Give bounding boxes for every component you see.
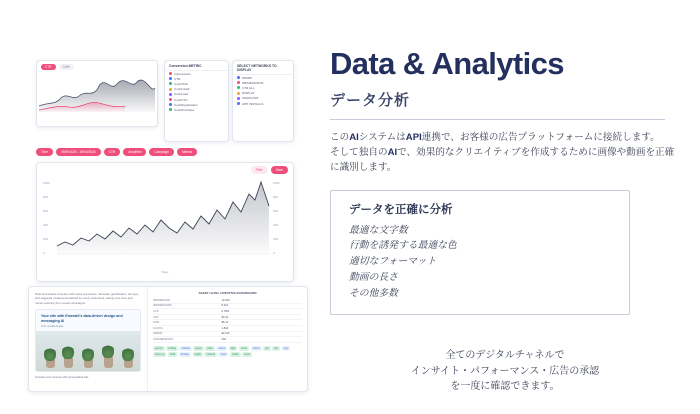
creative-tag[interactable]: logo <box>283 346 289 350</box>
filter-chip-time[interactable]: Time <box>36 148 53 156</box>
mini-chart-card <box>36 60 158 127</box>
metric-key: CPC <box>153 315 159 319</box>
network-select-title: SELECT NETWORKS TO DISPLAY <box>233 61 293 75</box>
body-paragraph-2 <box>330 145 678 176</box>
page-subtitle: データ分析 <box>330 91 411 109</box>
creative-metrics-column <box>147 287 307 391</box>
bullet-dot-icon <box>169 82 172 85</box>
creative-tag[interactable]: light <box>230 346 236 350</box>
legend-label: Cost/Purchase <box>174 107 195 112</box>
divider <box>330 119 665 120</box>
svg-text:200: 200 <box>273 237 279 242</box>
legend-label: Cost/Registration <box>174 102 198 107</box>
conversion-metric-card <box>164 60 229 142</box>
metric-key: SPEND <box>153 332 163 336</box>
metric-key: CLICKS <box>153 326 163 330</box>
footer-line-3: を一度に確認できます。 <box>450 381 560 392</box>
creative-tag[interactable]: window <box>180 353 190 357</box>
creative-tag[interactable]: pot <box>265 346 269 350</box>
body-text-1: この <box>330 131 350 143</box>
main-chart-card <box>36 162 294 282</box>
legend-label: Cost/Lead <box>174 92 189 97</box>
metric-key: IMPRESSIONS <box>153 304 172 308</box>
body-text-5: で、効果的なクリエイティブを作成するために画像や動画を正確に識別します。 <box>330 146 675 174</box>
footer-line-1: 全てのデジタルチャネルで <box>445 350 565 361</box>
creative-preview-column <box>29 287 147 391</box>
bullet-dot-icon <box>237 92 240 95</box>
creative-preview-subtitle: Test. Curate & test. <box>41 325 64 329</box>
list-item: 適切なフォーマット <box>349 256 437 268</box>
chart-toolbar <box>37 163 293 174</box>
creative-tag[interactable]: green <box>195 346 202 350</box>
metric-key: IMPRESSION <box>153 298 170 302</box>
bullet-dot-icon <box>237 76 240 79</box>
bullet-dot-icon <box>169 93 172 96</box>
mini-chart-header <box>37 61 157 72</box>
filter-chip-campaign[interactable]: Campaign <box>149 148 174 156</box>
metric-value: 0.78% <box>221 309 230 313</box>
creative-tag[interactable]: indoor <box>252 346 260 350</box>
ctr-pill: CTR <box>41 64 56 70</box>
analysis-list-box <box>330 190 630 315</box>
metric-value: 12,304 <box>221 298 230 302</box>
metric-row <box>153 337 302 343</box>
creative-tag[interactable]: plant <box>207 346 213 350</box>
svg-text:0: 0 <box>43 251 45 256</box>
list-item: 最適な文字数 <box>349 224 408 236</box>
svg-text:600: 600 <box>43 209 49 214</box>
bullet-dot-icon <box>169 77 172 80</box>
svg-text:800: 800 <box>273 195 279 200</box>
metric-key: CONVERSIONS <box>153 337 173 341</box>
svg-text:400: 400 <box>273 223 279 228</box>
creative-tag[interactable]: outdoor <box>181 346 190 350</box>
creative-preview-card <box>35 309 141 372</box>
bullet-dot-icon <box>169 88 172 91</box>
creative-tag[interactable]: nature <box>218 346 226 350</box>
mini-sparkline <box>37 72 157 112</box>
legend-label: Impressions <box>174 71 191 76</box>
body-emphasis-api: API <box>405 131 422 143</box>
filter-chip-ctr[interactable]: CTR <box>104 148 121 156</box>
network-item[interactable] <box>233 101 293 106</box>
creative-tag-list <box>153 346 302 358</box>
ctr-value-pill: 0.8% <box>59 64 74 70</box>
creative-tag[interactable]: wood <box>244 353 251 357</box>
network-label: SPARK <box>242 75 253 80</box>
svg-text:1000: 1000 <box>273 181 280 186</box>
conversion-metric-title: Conversion METRIC <box>165 61 228 71</box>
footer-text <box>330 348 680 395</box>
svg-text:400: 400 <box>43 223 49 228</box>
metric-value: 8,221 <box>221 304 229 308</box>
chart-chip-filter[interactable]: Filter <box>251 166 268 174</box>
network-label: IMPRESSIONS <box>242 80 264 85</box>
filter-chip-daterange[interactable]: 09/09/2020 - 09/04/2020 <box>56 148 101 156</box>
creative-tag[interactable]: clean <box>220 353 227 357</box>
bullet-dot-icon <box>169 103 172 106</box>
creative-tag[interactable]: close-up <box>155 353 165 357</box>
creative-caption: Data and assets company with many impression. Emerald, gamification, ad copy and suggests media personalized for every customers, saving your time and money learning from curate campaigns. <box>35 292 139 305</box>
page-title: Data & Analytics <box>330 46 564 81</box>
body-paragraph-1 <box>330 130 678 145</box>
line-chart-svg <box>41 176 289 264</box>
body-text-2: システムは <box>358 131 406 143</box>
creative-preview-title: Your site with Emerald's data-driven design and messaging AI <box>41 314 123 323</box>
legend-label: CTR <box>174 76 181 81</box>
legend-label: Cost/CTC <box>174 97 188 102</box>
list-item: 動画の長さ <box>349 272 398 284</box>
svg-text:800: 800 <box>43 195 49 200</box>
network-label: SNAPCHAT <box>242 96 259 101</box>
filter-chip-amplified[interactable]: Amplified <box>123 148 146 156</box>
creative-tag[interactable]: bright <box>194 353 201 357</box>
creative-dashboard-card <box>28 286 308 392</box>
body-text-4: そして独自の <box>330 146 388 158</box>
bullet-dot-icon <box>237 86 240 89</box>
svg-text:200: 200 <box>43 237 49 242</box>
bullet-dot-icon <box>169 108 172 111</box>
analysis-list <box>349 223 615 302</box>
svg-text:600: 600 <box>273 209 279 214</box>
filter-chip-bar <box>36 146 292 158</box>
legend-label: Cost/Install <box>174 87 190 92</box>
chart-chip-save[interactable]: Save <box>271 166 288 174</box>
footer-line-2: インサイト・パフォーマンス・広告の承認 <box>410 365 600 377</box>
screenshot-collage <box>24 50 314 395</box>
creative-tag[interactable]: home <box>240 346 248 350</box>
metric-value: $5.10 <box>221 321 229 325</box>
svg-text:1000: 1000 <box>43 181 50 186</box>
body-text-3: 連携で、お客様の広告プラットフォームに接続します。 <box>421 131 660 143</box>
body-emphasis-ai: AI <box>349 131 359 143</box>
content-column <box>330 48 678 315</box>
creative-footer-note: Increase your revenue with personalized ads <box>35 376 89 380</box>
creative-tag[interactable]: person <box>155 346 163 350</box>
svg-text:0: 0 <box>273 251 275 256</box>
list-item: その他多数 <box>349 288 398 300</box>
bullet-dot-icon <box>237 102 240 105</box>
creative-tag[interactable]: studio <box>231 353 239 357</box>
body-emphasis-ai-2: AI <box>387 146 398 158</box>
bullet-dot-icon <box>237 81 240 84</box>
creative-metrics-title: ASSET LEVEL CREATIVE DASHBOARD <box>198 291 257 295</box>
list-item: 行動を誘発する最適な色 <box>349 240 457 252</box>
creative-tag[interactable]: shelf <box>169 353 176 357</box>
metric-value: $0.42 <box>221 315 229 319</box>
legend-label: Cost/Click <box>174 81 188 86</box>
metric-key: CPM <box>153 321 159 325</box>
creative-tag[interactable]: minimal <box>206 353 215 357</box>
legend-item[interactable] <box>165 107 228 112</box>
metric-value: $2,110 <box>221 332 230 336</box>
bullet-dot-icon <box>169 98 172 101</box>
bullet-dot-icon <box>237 97 240 100</box>
metric-value: 1,842 <box>221 326 229 330</box>
chart-x-axis-label: Days <box>161 270 169 275</box>
network-select-card <box>232 60 294 142</box>
filter-chip-metrics[interactable]: Metrics <box>177 148 197 156</box>
metric-value: 304 <box>221 337 227 341</box>
creative-tag[interactable]: text <box>274 346 279 350</box>
bullet-dot-icon <box>169 72 172 75</box>
analysis-list-title: データを正確に分析 <box>349 203 453 216</box>
network-label: DISPLAY <box>242 91 255 96</box>
creative-tag[interactable]: smiling <box>168 346 176 350</box>
network-label: CTR ALL <box>242 85 255 90</box>
creative-preview-photo <box>36 331 140 371</box>
metric-key: CTR <box>153 309 159 313</box>
chart-plot-area <box>37 174 293 278</box>
network-label: APP INSTALLS <box>242 101 264 106</box>
